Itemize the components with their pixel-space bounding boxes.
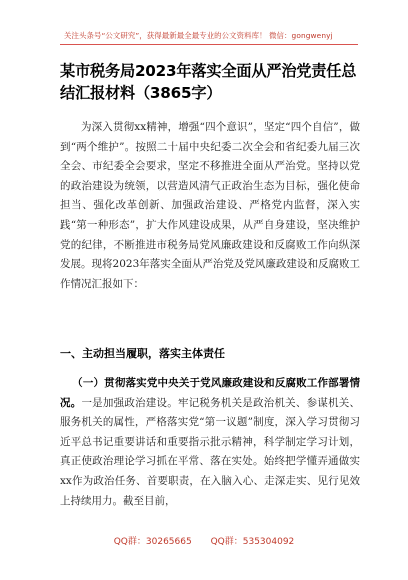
footer-qq-group-2: QQ群：535304092 — [210, 537, 295, 547]
section-heading: 一、主动担当履职，落实主体责任 — [60, 347, 225, 360]
footer-contacts — [0, 534, 408, 547]
intro-paragraph: 为深入贯彻xx精神，增强“四个意识”，坚定“四个自信”，做到“两个维护”。按照二十届中央纪委二次全会和省纪委九届三次全会、市纪委全会要求，坚定不移推进全面从严治党。坚持以党的政治建设为统领，以营造风清气正政治生态为目标，强化使命担当、强化改革创新、加强政治建设、严格党内监督，深入实践“第一种形态”，扩大作风建设成果，从严自身建设，坚决维护党的纪律，不断推进市税务局党风廉政建设和反腐败工作向纵深发展。现将2023年落实全面从严治党及党风廉政建设和反腐败工作情况汇报如下： — [60, 121, 360, 290]
header-banner: 关注头条号“公文研究”，获得最新最全最专业的公文资料库！ 微信：gongwenyj — [64, 31, 333, 40]
subsection-heading: （一）贯彻落实党中央关于党风廉政建设和反腐败工作部署情况。 — [60, 377, 360, 409]
footer-qq-group-1: QQ群：30265665 — [113, 537, 192, 547]
subsection-body: 一是加强政治建设。牢记税务机关是政治机关、参谋机关、服务机关的属性，严格落实党“第一议题”制度，深入学习贯彻习近平总书记重要讲话和重要指示批示精神，科学制定学习计划，真正使政治理论学习抓在平常、落在实处。始终把学懂弄通做实xx作为政治任务、首要职责，在入脑入心、走深走实、见行见效上持续用力。截至目前， — [60, 396, 361, 507]
subsection-paragraph — [60, 374, 360, 511]
header-divider — [60, 44, 358, 45]
document-title: 某市税务局2023年落实全面从严治党责任总结汇报材料（3865字） — [60, 62, 357, 102]
